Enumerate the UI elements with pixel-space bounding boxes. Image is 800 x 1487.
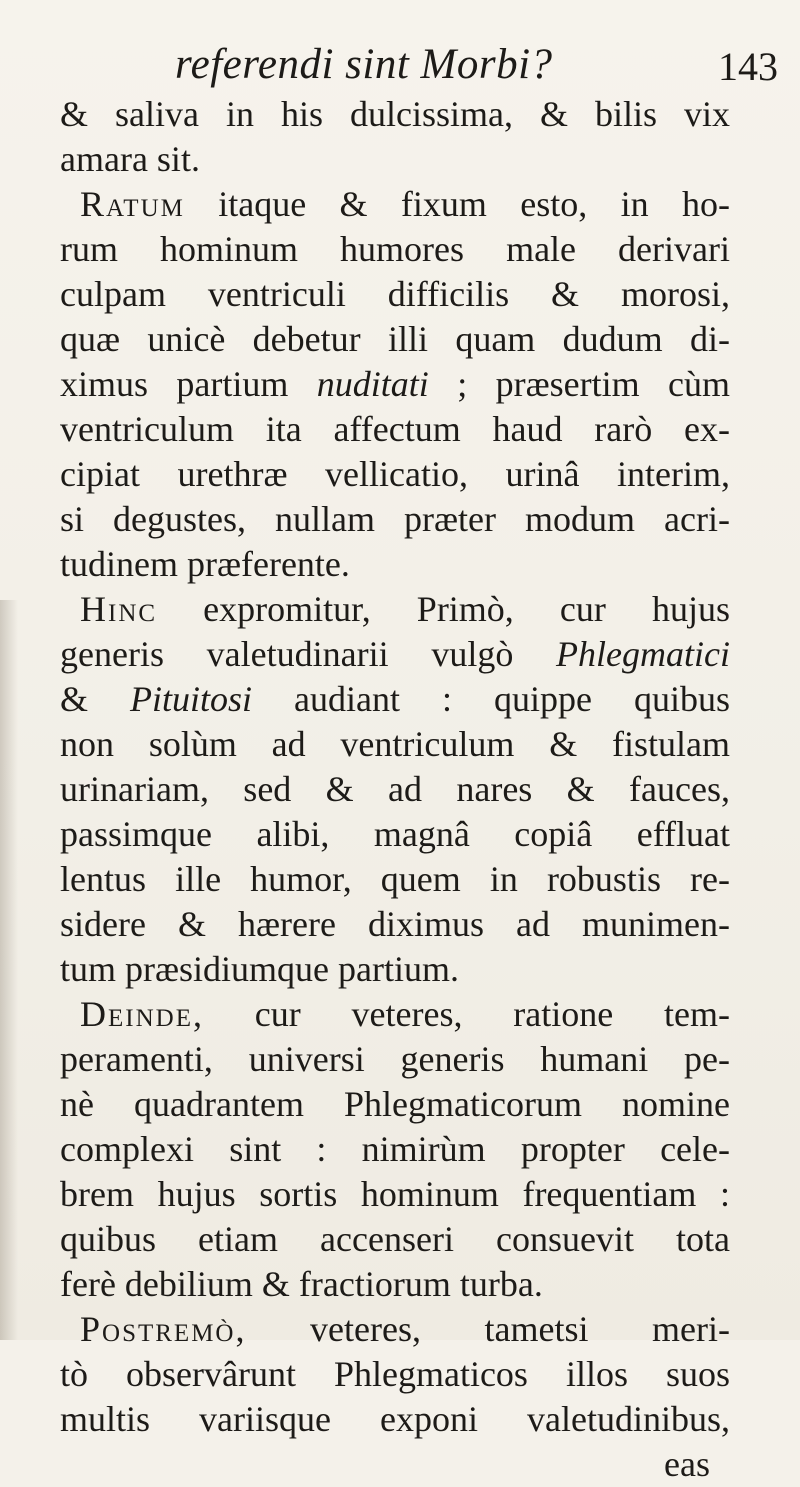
paragraph-lead-word: Hinc <box>80 589 158 629</box>
text-line: quæ unicè debetur illi quam dudum di- <box>60 319 730 359</box>
text-line: tò observârunt Phlegmaticos illos suos <box>60 1354 730 1394</box>
text-line: lentus ille humor, quem in robustis re- <box>60 859 730 899</box>
paragraph-start-ratum: Ratum itaque & fixum esto, in ho- <box>80 184 730 224</box>
italic-term: Pituitosi <box>130 679 253 719</box>
text-line: ventriculum ita affectum haud rarò ex- <box>60 409 730 449</box>
text-line: rum hominum humores male derivari <box>60 229 730 269</box>
text-line: & saliva in his dulcissima, & bilis vix <box>60 94 730 134</box>
running-title: referendi sint Morbi? <box>175 41 553 88</box>
text-line: complexi sint : nimirùm propter cele- <box>60 1129 730 1169</box>
text-line: generis valetudinarii vulgò Phlegmatici <box>60 634 730 674</box>
italic-term: nuditati <box>316 364 429 404</box>
text-line: multis variisque exponi valetudinibus, <box>60 1399 730 1439</box>
text-line: culpam ventriculi difficilis & morosi, <box>60 274 730 314</box>
text-line: nè quadrantem Phlegmaticorum nomine <box>60 1084 730 1124</box>
text-line: ximus partium nuditati ; præsertim cùm <box>60 364 730 404</box>
paragraph-lead-word: Deinde, <box>80 994 204 1034</box>
text-line: passimque alibi, magnâ copiâ effluat <box>60 814 730 854</box>
catchword: eas <box>664 1444 710 1484</box>
paragraph-start-postremo: Postremò, veteres, tametsi meri- <box>80 1309 730 1349</box>
text-line: tudinem præferente. <box>60 544 350 584</box>
paragraph-start-hinc: Hinc expromitur, Primò, cur hujus <box>80 589 730 629</box>
text-line: brem hujus sortis hominum frequentiam : <box>60 1174 730 1214</box>
paragraph-start-deinde: Deinde, cur veteres, ratione tem- <box>80 994 730 1034</box>
paragraph-lead-word: Postremò, <box>80 1309 247 1349</box>
text-line: peramenti, universi generis humani pe- <box>60 1039 730 1079</box>
paragraph-lead-word: Ratum <box>80 184 185 224</box>
italic-term: Phlegmatici <box>556 634 730 674</box>
text-line: quibus etiam accenseri consuevit tota <box>60 1219 730 1259</box>
page-number: 143 <box>718 44 778 89</box>
text-line: si degustes, nullam præter modum acri- <box>60 499 730 539</box>
text-line: amara sit. <box>60 139 200 179</box>
text-line: tum præsidiumque partium. <box>60 949 459 989</box>
text-line: ferè debilium & fractiorum turba. <box>60 1264 543 1304</box>
page-header <box>0 40 800 100</box>
text-line: cipiat urethræ vellicatio, urinâ interim, <box>60 454 730 494</box>
page-gutter-shadow <box>0 600 18 1340</box>
text-line: non solùm ad ventriculum & fistulam <box>60 724 730 764</box>
text-line: urinariam, sed & ad nares & fauces, <box>60 769 730 809</box>
text-line: sidere & hærere diximus ad munimen- <box>60 904 730 944</box>
body-text <box>60 92 730 1487</box>
text-line: & Pituitosi audiant : quippe quibus <box>60 679 730 719</box>
